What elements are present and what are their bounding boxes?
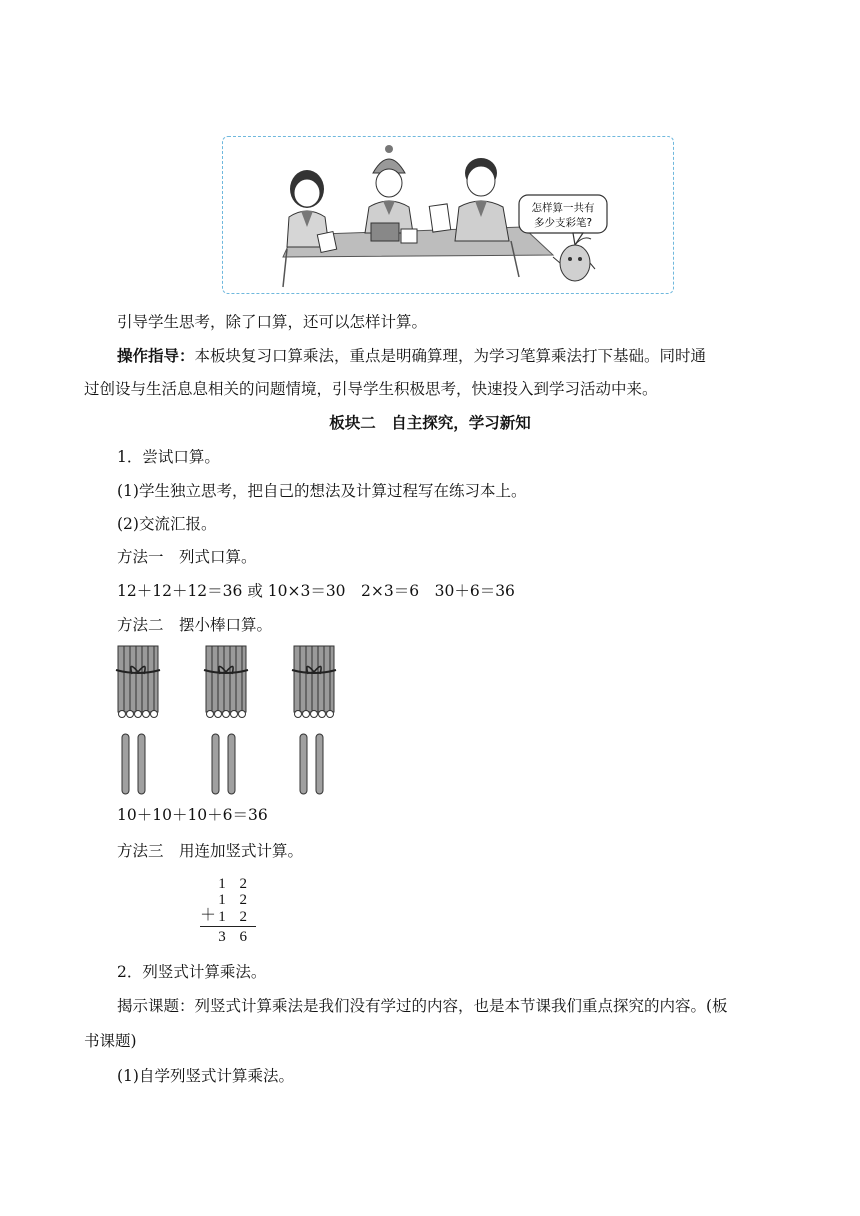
step-1a: (1)学生独立思考，把自己的想法及计算过程写在练习本上。	[117, 482, 527, 500]
illustration-frame	[222, 136, 674, 294]
reveal-topic-line-2: 书课题)	[84, 1032, 137, 1050]
method-3-title: 方法三 用连加竖式计算。	[117, 842, 304, 860]
sticks-illustration	[112, 640, 372, 796]
mascot-figure	[553, 238, 595, 281]
stick-bundle-3	[292, 646, 336, 718]
boy-middle-figure	[365, 145, 417, 243]
vertical-result: 3 6	[218, 929, 252, 945]
vertical-sum-line	[200, 926, 256, 927]
classroom-illustration	[223, 137, 675, 295]
stick-pair-2	[212, 734, 235, 794]
paragraph-think: 引导学生思考，除了口算，还可以怎样计算。	[117, 313, 428, 331]
method-2-title: 方法二 摆小棒口算。	[117, 616, 273, 634]
section-heading: 板块二 自主探究，学习新知	[329, 414, 531, 432]
step-1b: (2)交流汇报。	[117, 515, 217, 533]
stick-pair-1	[122, 734, 145, 794]
step-1: 1．尝试口算。	[117, 448, 220, 466]
vertical-row-2: 1 2	[218, 892, 252, 908]
step-2a: (1)自学列竖式计算乘法。	[117, 1067, 294, 1085]
step-2: 2．列竖式计算乘法。	[117, 963, 267, 981]
operation-guide-line-1	[117, 345, 706, 367]
speech-bubble-line-1: 怎样算一共有	[531, 202, 595, 214]
reveal-topic-line-1: 揭示课题：列竖式计算乘法是我们没有学过的内容，也是本节课我们重点探究的内容。(板	[117, 997, 728, 1015]
stick-bundle-1	[116, 646, 160, 718]
vertical-row-1: 1 2	[218, 876, 252, 892]
method-1-title: 方法一 列式口算。	[117, 548, 257, 566]
method-1-equation: 12＋12＋12＝36 或 10×3＝30 2×3＝6 30＋6＝36	[117, 582, 515, 600]
girl-figure	[287, 170, 337, 252]
speech-bubble-line-2: 多少支彩笔?	[533, 217, 593, 229]
operation-guide-line-2: 过创设与生活息息相关的问题情境，引导学生积极思考，快速投入到学习活动中来。	[84, 380, 658, 398]
stick-bundle-2	[204, 646, 248, 718]
method-2-equation: 10＋10＋10＋6＝36	[117, 806, 268, 824]
boy-right-figure	[429, 158, 509, 241]
vertical-plus-sign: ＋	[200, 907, 217, 924]
vertical-row-3: 1 2	[218, 909, 252, 925]
stick-pair-3	[300, 734, 323, 794]
operation-guide-text-1: 本板块复习口算乘法，重点是明确算理，为学习笔算乘法打下基础。同时通	[194, 347, 707, 365]
operation-guide-label: 操作指导：	[117, 347, 195, 365]
